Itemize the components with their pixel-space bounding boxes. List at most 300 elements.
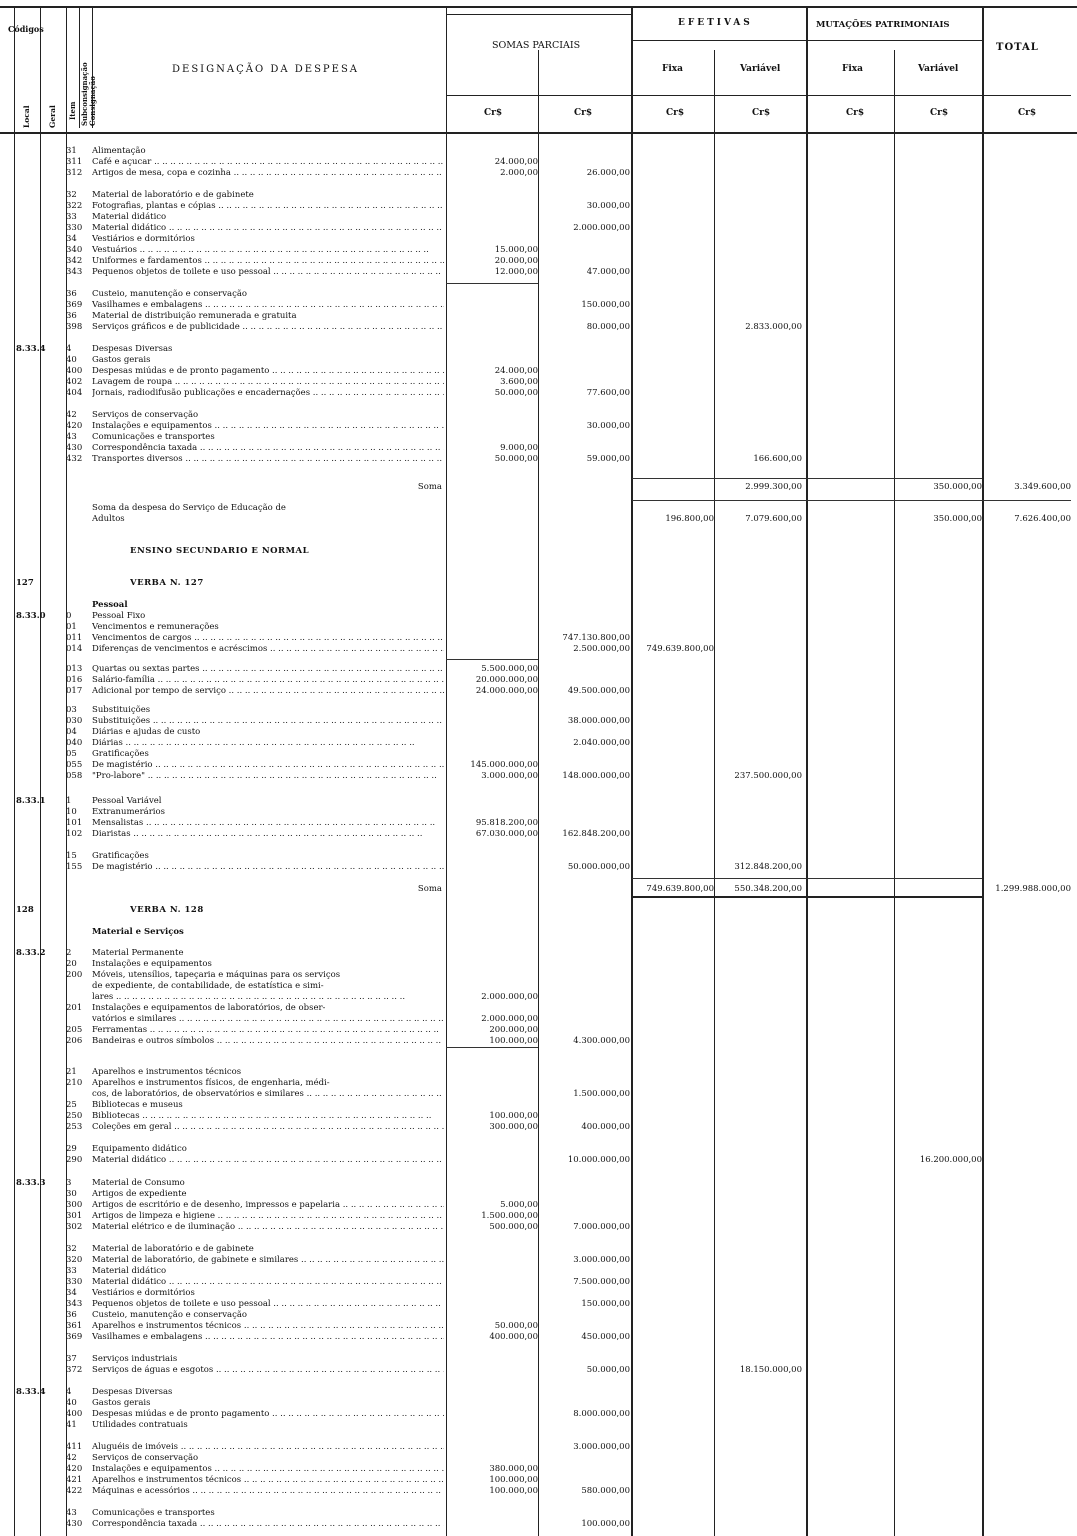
code-item: 10 <box>66 807 77 817</box>
partial-sum-1: 100.000,00 <box>489 1111 538 1121</box>
code-item: 40 <box>66 355 77 365</box>
code-item: 43 <box>66 1508 77 1518</box>
description: Bibliotecas .. .. <box>92 1111 444 1122</box>
partial-sum-2: 50.000,00 <box>586 1365 630 1375</box>
efetiva-variavel: 237.500.000,00 <box>734 771 802 781</box>
description: Ferramentas .. .. <box>92 1025 444 1036</box>
efetiva-variavel: 550.348.200,00 <box>734 884 802 894</box>
description: Despesas miúdas e de pronto pagamento .. .. <box>92 1409 444 1420</box>
description: Despesas Diversas <box>92 1387 173 1397</box>
description: Vasilhames e embalagens .. .. <box>92 300 444 311</box>
description: Artigos de limpeza e higiene .. .. <box>92 1211 444 1222</box>
description: Gastos gerais <box>92 1398 151 1408</box>
code-item: 20 <box>66 959 77 969</box>
partial-sum-2: 7.000.000,00 <box>573 1222 630 1232</box>
description: Despesas Diversas <box>92 344 173 354</box>
efetiva-variavel: 166.600,00 <box>753 454 802 464</box>
consignacao-label: Consignação <box>88 76 97 126</box>
table-row <box>0 355 1077 366</box>
partial-sum-2: 4.300.000,00 <box>573 1036 630 1046</box>
mutacao-variavel: 16.200.000,00 <box>919 1155 982 1165</box>
code-item: 342 <box>66 256 83 266</box>
description: Material Permanente <box>92 948 184 958</box>
table-row <box>0 981 1077 992</box>
description: Serviços de conservação <box>92 410 199 420</box>
mutacoes-fixa-label: Fixa <box>842 64 864 74</box>
code-item: 343 <box>66 267 83 277</box>
code-item: 340 <box>66 245 83 255</box>
code-item: 400 <box>66 1409 83 1419</box>
code-item: 29 <box>66 1144 77 1154</box>
table-row <box>0 862 1077 873</box>
code-item: 101 <box>66 818 83 828</box>
description: cos, de laboratórios, de observatórios e similares .. .. <box>92 1089 444 1100</box>
table-row <box>0 1442 1077 1453</box>
partial-sum-1: 67.030.000,00 <box>475 829 538 839</box>
sum-rule <box>446 283 538 284</box>
partial-sum-2: 400.000,00 <box>581 1122 630 1132</box>
partial-sum-1: 24.000,00 <box>494 157 538 167</box>
table-row <box>0 727 1077 738</box>
code-item: 01 <box>66 622 77 632</box>
description: Bibliotecas e museus <box>92 1100 183 1110</box>
code-item: 404 <box>66 388 83 398</box>
table-row <box>0 664 1077 675</box>
currency-label: Cr$ <box>752 108 771 118</box>
partial-sum-1: 2.000,00 <box>500 168 538 178</box>
table-row <box>0 168 1077 179</box>
description: Material didático <box>92 212 167 222</box>
table-row <box>0 1078 1077 1089</box>
code-item: 422 <box>66 1486 83 1496</box>
table-row <box>0 807 1077 818</box>
sum-rule <box>632 896 982 898</box>
partial-sum-1: 380.000,00 <box>489 1464 538 1474</box>
table-row <box>0 948 1077 959</box>
description: Material de laboratório, de gabinete e similares .. .. <box>92 1255 444 1266</box>
partial-sum-1: 1.500.000,00 <box>481 1211 538 1221</box>
table-row <box>0 311 1077 322</box>
table-row <box>0 1089 1077 1100</box>
partial-sum-1: 24.000.000,00 <box>475 686 538 696</box>
table-row <box>0 1453 1077 1464</box>
code-item: 05 <box>66 749 77 759</box>
description: Material didático .. .. <box>92 1277 444 1288</box>
table-row <box>0 1189 1077 1200</box>
description: Aparelhos e instrumentos técnicos .. .. <box>92 1475 444 1486</box>
table-row <box>0 622 1077 633</box>
partial-sum-1: 200.000,00 <box>489 1025 538 1035</box>
partial-sum-1: 145.000.000,00 <box>470 760 538 770</box>
partial-sum-2: 2.040.000,00 <box>573 738 630 748</box>
description: Quartas ou sextas partes .. .. <box>92 664 444 675</box>
mutacoes-label: MUTAÇÕES PATRIMONIAIS <box>816 20 950 30</box>
description: Substituições .. .. <box>92 716 444 727</box>
code-item: 2 <box>66 948 72 958</box>
code-item: 03 <box>66 705 77 715</box>
table-row <box>0 443 1077 454</box>
table-row <box>0 905 1077 916</box>
table-row <box>0 503 1077 514</box>
code-item: 4 <box>66 344 72 354</box>
table-row <box>0 421 1077 432</box>
description: Aparelhos e instrumentos físicos, de engenharia, médi- <box>92 1078 330 1088</box>
code-item: 4 <box>66 1387 72 1397</box>
description: Material de laboratório e de gabinete <box>92 1244 254 1254</box>
description: Serviços industriais <box>92 1354 178 1364</box>
total: 7.626.400,00 <box>1014 514 1071 524</box>
table-row <box>0 366 1077 377</box>
code-item: 21 <box>66 1067 77 1077</box>
geral-label: Geral <box>48 105 57 128</box>
code-item: 302 <box>66 1222 83 1232</box>
code-item: 102 <box>66 829 83 839</box>
code-item: 013 <box>66 664 83 674</box>
table-row <box>0 1354 1077 1365</box>
table-row <box>0 675 1077 686</box>
partial-sum-1: 400.000,00 <box>489 1332 538 1342</box>
code-item: 42 <box>66 1453 77 1463</box>
code-item: 400 <box>66 366 83 376</box>
code-local: 127 <box>16 578 34 588</box>
partial-sum-1: 50.000,00 <box>494 454 538 464</box>
table-row <box>0 1266 1077 1277</box>
table-row <box>0 970 1077 981</box>
description: De magistério .. .. <box>92 760 444 771</box>
description: Artigos de mesa, copa e cozinha .. .. <box>92 168 444 179</box>
code-item: 25 <box>66 1100 77 1110</box>
description: Vestiários e dormitórios <box>92 1288 195 1298</box>
description: lares .. .. <box>92 992 444 1003</box>
code-item: 43 <box>66 432 77 442</box>
top-rule <box>0 6 1077 8</box>
description: Substituições <box>92 705 151 715</box>
sum-rule <box>632 878 982 879</box>
description: Instalações e equipamentos <box>92 959 212 969</box>
partial-sum-2: 49.500.000,00 <box>567 686 630 696</box>
partial-sum-1: 24.000,00 <box>494 366 538 376</box>
code-item: 430 <box>66 1519 83 1529</box>
code-item: 311 <box>66 157 83 167</box>
code-item: 36 <box>66 1310 77 1320</box>
description: Gratificações <box>92 851 149 861</box>
description: Material didático .. .. <box>92 223 444 234</box>
description: Vestuários .. .. <box>92 245 444 256</box>
code-item: 36 <box>66 289 77 299</box>
table-row <box>0 322 1077 333</box>
description: Material de Consumo <box>92 1178 185 1188</box>
description: Pessoal <box>92 600 128 610</box>
partial-sum-2: 162.848.200,00 <box>562 829 630 839</box>
table-row <box>0 633 1077 644</box>
table-row <box>0 1211 1077 1222</box>
code-local: 8.33.4 <box>16 344 46 354</box>
partial-sum-1: 12.000,00 <box>494 267 538 277</box>
partial-sum-1: 500.000,00 <box>489 1222 538 1232</box>
description: Material de laboratório e de gabinete <box>92 190 254 200</box>
code-local: 8.33.3 <box>16 1178 46 1188</box>
code-item: 30 <box>66 1189 77 1199</box>
partial-sum-2: 7.500.000,00 <box>573 1277 630 1287</box>
sum-rule <box>632 478 982 479</box>
partial-sum-2: 2.500.000,00 <box>573 644 630 654</box>
table-row <box>0 1409 1077 1420</box>
table-row <box>0 190 1077 201</box>
table-row <box>0 1519 1077 1530</box>
table-row <box>0 1288 1077 1299</box>
total-label: TOTAL <box>996 42 1039 53</box>
partial-sum-1: 9.000,00 <box>500 443 538 453</box>
currency-label: Cr$ <box>846 108 865 118</box>
partial-sum-2: 26.000,00 <box>586 168 630 178</box>
code-item: 33 <box>66 1266 77 1276</box>
description: Pessoal Variável <box>92 796 162 806</box>
code-item: 320 <box>66 1255 83 1265</box>
description: Salário-família .. .. <box>92 675 444 686</box>
table-row <box>0 1255 1077 1266</box>
efetiva-variavel: 18.150.000,00 <box>739 1365 802 1375</box>
description: vatórios e similares .. .. <box>92 1014 444 1025</box>
description: "Pro-labore" .. .. <box>92 771 444 782</box>
code-item: 0 <box>66 611 72 621</box>
code-item: 31 <box>66 146 77 156</box>
table-row <box>0 1398 1077 1409</box>
code-item: 206 <box>66 1036 83 1046</box>
currency-label: Cr$ <box>666 108 685 118</box>
code-local: 128 <box>16 905 34 915</box>
partial-sum-1: 2.000.000,00 <box>481 992 538 1002</box>
total: 1.299.988.000,00 <box>995 884 1071 894</box>
description: Jornais, radiodifusão publicações e encadernações .. .. <box>92 388 444 399</box>
description: Material elétrico e de iluminação .. .. <box>92 1222 444 1233</box>
code-item: 016 <box>66 675 83 685</box>
code-item: 014 <box>66 644 83 654</box>
table-row <box>0 1025 1077 1036</box>
code-item: 253 <box>66 1122 83 1132</box>
partial-sum-2: 50.000.000,00 <box>567 862 630 872</box>
description: Aparelhos e instrumentos técnicos .. .. <box>92 1321 444 1332</box>
description: de expediente, de contabilidade, de estatística e simi- <box>92 981 324 991</box>
partial-sum-1: 3.000.000,00 <box>481 771 538 781</box>
table-row <box>0 344 1077 355</box>
description: Adicional por tempo de serviço .. .. <box>92 686 444 697</box>
partial-sum-2: 150.000,00 <box>581 1299 630 1309</box>
partial-sum-2: 2.000.000,00 <box>573 223 630 233</box>
description: Utilidades contratuais <box>92 1420 188 1430</box>
description: Vencimentos e remunerações <box>92 622 219 632</box>
code-item: 04 <box>66 727 77 737</box>
table-row <box>0 1111 1077 1122</box>
somas-parciais-label: SOMAS PARCIAIS <box>492 40 581 51</box>
table-row <box>0 818 1077 829</box>
partial-sum-1: 5.000,00 <box>500 1200 538 1210</box>
description: Café e açucar .. .. <box>92 157 444 168</box>
description: Lavagem de roupa .. .. <box>92 377 444 388</box>
partial-sum-1: 100.000,00 <box>489 1036 538 1046</box>
table-row <box>0 157 1077 168</box>
table-row <box>0 1365 1077 1376</box>
description: Correspondência taxada .. .. <box>92 1519 444 1530</box>
table-row <box>0 146 1077 157</box>
table-row <box>0 1122 1077 1133</box>
table-row <box>0 738 1077 749</box>
table-row <box>0 223 1077 234</box>
code-item: 312 <box>66 168 83 178</box>
table-row <box>0 1277 1077 1288</box>
code-item: 290 <box>66 1155 83 1165</box>
mutacao-variavel: 350.000,00 <box>933 514 982 524</box>
table-row <box>0 1464 1077 1475</box>
code-item: 432 <box>66 454 83 464</box>
description: Uniformes e fardamentos .. .. <box>92 256 444 267</box>
code-item: 421 <box>66 1475 83 1485</box>
table-row <box>0 992 1077 1003</box>
efetiva-fixa: 749.639.800,00 <box>646 884 714 894</box>
partial-sum-2: 47.000,00 <box>586 267 630 277</box>
codigos-label: Códigos <box>8 24 44 34</box>
description: Material e Serviços <box>92 927 184 937</box>
code-item: 33 <box>66 212 77 222</box>
partial-sum-1: 5.500.000,00 <box>481 664 538 674</box>
description: Serviços gráficos e de publicidade .. .. <box>92 322 444 333</box>
description: Comunicações e transportes <box>92 1508 215 1518</box>
code-local: 8.33.0 <box>16 611 46 621</box>
table-row <box>0 927 1077 938</box>
table-row <box>0 1508 1077 1519</box>
table-row <box>0 1244 1077 1255</box>
partial-sum-1: 3.600,00 <box>500 377 538 387</box>
code-item: 250 <box>66 1111 83 1121</box>
description: Aluguéis de imóveis .. .. <box>92 1442 444 1453</box>
table-row <box>0 796 1077 807</box>
partial-sum-2: 38.000.000,00 <box>567 716 630 726</box>
description: Despesas miúdas e de pronto pagamento .. .. <box>92 366 444 377</box>
code-local: 8.33.4 <box>16 1387 46 1397</box>
sum-rule <box>446 659 538 660</box>
table-row <box>0 234 1077 245</box>
description: Instalações e equipamentos de laboratórios, de obser- <box>92 1003 326 1013</box>
description: Móveis, utensílios, tapeçaria e máquinas para os serviços <box>92 970 341 980</box>
table-row <box>0 1014 1077 1025</box>
description: Soma <box>417 482 442 492</box>
partial-sum-1: 300.000,00 <box>489 1122 538 1132</box>
table-row <box>0 300 1077 311</box>
table-row <box>0 256 1077 267</box>
code-item: 372 <box>66 1365 83 1375</box>
description: Vasilhames e embalagens .. .. <box>92 1332 444 1343</box>
table-row <box>0 1003 1077 1014</box>
table-row <box>0 1155 1077 1166</box>
code-item: 430 <box>66 443 83 453</box>
efetiva-fixa: 196.800,00 <box>665 514 714 524</box>
partial-sum-1: 15.000,00 <box>494 245 538 255</box>
partial-sum-2: 450.000,00 <box>581 1332 630 1342</box>
sum-rule <box>632 500 1071 501</box>
partial-sum-2: 80.000,00 <box>586 322 630 332</box>
table-row <box>0 760 1077 771</box>
efetiva-variavel: 7.079.600,00 <box>745 514 802 524</box>
partial-sum-1: 100.000,00 <box>489 1475 538 1485</box>
table-row <box>0 267 1077 278</box>
efetivas-fixa-label: Fixa <box>662 64 684 74</box>
code-item: 41 <box>66 1420 77 1430</box>
table-row <box>0 1420 1077 1431</box>
partial-sum-2: 59.000,00 <box>586 454 630 464</box>
partial-sum-1: 20.000,00 <box>494 256 538 266</box>
code-item: 210 <box>66 1078 83 1088</box>
partial-sum-2: 8.000.000,00 <box>573 1409 630 1419</box>
partial-sum-2: 3.000.000,00 <box>573 1255 630 1265</box>
code-item: 017 <box>66 686 83 696</box>
code-item: 330 <box>66 223 83 233</box>
description: Custeio, manutenção e conservação <box>92 289 248 299</box>
partial-sum-2: 747.130.800,00 <box>562 633 630 643</box>
table-row <box>0 1200 1077 1211</box>
rule <box>446 95 1071 96</box>
efetivas-variavel-label: Variável <box>740 64 781 74</box>
table-row <box>0 771 1077 782</box>
table-row <box>0 432 1077 443</box>
header-bottom-rule <box>0 132 1077 134</box>
code-item: 011 <box>66 633 83 643</box>
table-row <box>0 1100 1077 1111</box>
code-item: 369 <box>66 1332 83 1342</box>
table-row <box>0 716 1077 727</box>
efetiva-variavel: 2.833.000,00 <box>745 322 802 332</box>
table-row <box>0 1299 1077 1310</box>
description: Aparelhos e instrumentos técnicos <box>92 1067 242 1077</box>
code-item: 420 <box>66 421 83 431</box>
code-item: 200 <box>66 970 83 980</box>
efetiva-variavel: 312.848.200,00 <box>734 862 802 872</box>
description: Adultos <box>92 514 125 524</box>
table-row <box>0 1486 1077 1497</box>
description: Material didático .. .. <box>92 1155 444 1166</box>
description: Soma <box>417 884 442 894</box>
table-row <box>0 454 1077 465</box>
code-item: 300 <box>66 1200 83 1210</box>
partial-sum-2: 30.000,00 <box>586 421 630 431</box>
description: Custeio, manutenção e conservação <box>92 1310 248 1320</box>
table-row <box>0 410 1077 421</box>
description: Instalações e equipamentos .. .. <box>92 421 444 432</box>
description: Transportes diversos .. .. <box>92 454 444 465</box>
table-row <box>0 514 1077 525</box>
code-item: 322 <box>66 201 83 211</box>
description: Diferenças de vencimentos e acréscimos .. .. <box>92 644 444 655</box>
table-row <box>0 749 1077 760</box>
table-row <box>0 686 1077 697</box>
code-item: 058 <box>66 771 83 781</box>
partial-sum-2: 3.000.000,00 <box>573 1442 630 1452</box>
description: Fotografias, plantas e cópias .. .. <box>92 201 444 212</box>
code-item: 361 <box>66 1321 83 1331</box>
description: ENSINO SECUNDARIO E NORMAL <box>130 546 310 556</box>
description: Mensalistas .. .. <box>92 818 444 829</box>
description: Correspondência taxada .. .. <box>92 443 444 454</box>
item-label: Item <box>68 101 77 120</box>
code-item: 040 <box>66 738 83 748</box>
efetiva-fixa: 749.639.800,00 <box>646 644 714 654</box>
description: Material de distribuição remunerada e gratuita <box>92 311 297 321</box>
code-item: 330 <box>66 1277 83 1287</box>
description: Material didático <box>92 1266 167 1276</box>
partial-sum-1: 50.000,00 <box>494 388 538 398</box>
code-item: 369 <box>66 300 83 310</box>
efetivas-label: EFETIVAS <box>678 18 753 28</box>
partial-sum-2: 580.000,00 <box>581 1486 630 1496</box>
table-row <box>0 851 1077 862</box>
